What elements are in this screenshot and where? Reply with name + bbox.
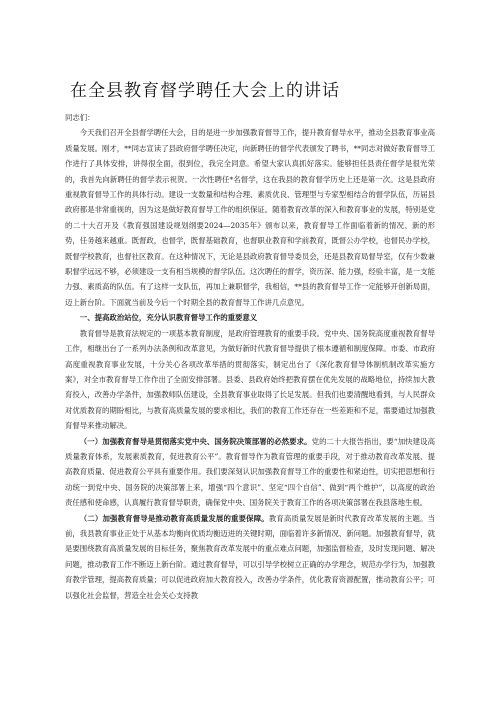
section-heading: 一、提高政治站位，充分认识教育督导工作的重要意义 xyxy=(79,313,258,323)
subsection-heading-1: （一）加强教育督导是贯彻落实党中央、国务院决策部署的必然要求。 xyxy=(79,436,312,446)
salutation: 同志们： xyxy=(65,113,95,122)
speech-body xyxy=(65,110,435,603)
subsection-paragraph-2 xyxy=(65,511,435,603)
section-paragraph: 教育督导是教育法规定的一项基本教育制度，是政府管理教育的重要手段。党中央、国务院高度重视教育督导工作，相继出台了一系列办法条例和改革意见，为做好新时代教育督导提供了根本遵循和制度保障。市委、市政府高度重视教育事业发展，十分关心各项改革举措的贯彻落实，制定出台了《深化教育督导体制机制改革实施方案》，对全市教育督导工作作出了全面安排部署。县委、县政府始终把教育摆在优先发展的战略地位，持续加大教育投入，改善办学条件，加强教师队伍建设，全县教育事业取得了长足发展。但我们也要清醒地看到，与人民群众对优质教育的期盼相比，与教育高质量发展的要求相比，我们的教育工作还存在一些差距和不足，需要通过加强教育督导来推动解决。 xyxy=(65,328,435,431)
subsection-heading-2: （二）加强教育督导是推动教育高质量发展的重要保障。 xyxy=(79,513,269,523)
subsection-text-1: 党的二十大报告指出，要“加快建设高质量教育体系，发展素质教育，促进教育公平”。教育督导作为教育管理的重要手段，对于推动教育改革发展、提高教育质量、促进教育公平具有重要作用。我们要深刻认识加强教育督导工作的重要性和紧迫性，切实把思想和行动统一到党中央、国务院的决策部署上来，增强“四个意识”、坚定“四个自信”、做到“两个维护”，以高度的政治责任感和使命感，认真履行教育督导职责，确保党中央、国务院关于教育工作的各项决策部署在我县落地生根。 xyxy=(65,436,436,508)
subsection-text-2: 教育高质量发展是新时代教育改革发展的主题。当前，我县教育事业正处于从基本均衡向优质均衡迈进的关键时期，面临着许多新情况、新问题。加强教育督导，就是要围绕教育高质量发展的目标任务，聚焦教育改革发展中的重点难点问题，加强监督检查，及时发现问题、解决问题，推动教育工作不断迈上新台阶。通过教育督导，可以引导学校树立正确的办学理念，规范办学行为，加强教育教学管理，提高教育质量；可以促进政府加大教育投入，改善办学条件，优化教育资源配置，推动教育公平；可以强化社会监督，营造全社会关心支持教 xyxy=(65,513,435,600)
subsection-paragraph-1 xyxy=(65,434,435,511)
intro-paragraph: 今天我们召开全县督学聘任大会，目的是进一步加强教育督导工作，提升教育督导水平，推动全县教育事业高质量发展。刚才，**同志宣读了县政府督学聘任决定，向新聘任的督学代表颁发了聘书，**同志对做好教育督导工作进行了具体安排，讲得很全面，很到位，我完全同意。希望大家认真抓好落实。能够担任县责任督学是很光荣的，我首先向新聘任的督学表示祝贺。一次性聘任*名督学，这在我县的教育督学历史上还是第一次。这是县政府重视教育督导工作的具体行动。建设一支数量和结构合理、素质优良、管理型与专家型相结合的督学队伍，历届县政府都是非常重视的，因为这是做好教育督导工作的组织保证。随着教育改革的深入和教育事业的发展，特别是党的二十大召开及《教育强国建设规划纲要2024—2035年》颁布以来，教育督导工作面临着新的情况、新的形势，任务越来越重。既督政，也督学，既督基础教育，也督职业教育和学前教育，既督公办学校，也督民办学校，既督学校教育，也督社区教育。在这种情况下，无论是县政府教育督导委员会，还是县教育局督导室，仅有少数兼职督学远远不够，必须建设一支有相当规模的督学队伍。这次聘任的督学，资历深、能力强，经验丰富，是一支能力强、素质高的队伍。有了这样一支队伍，再加上兼职督学，我相信，**县的教育督导工作一定能够开创新局面，迈上新台阶。下面就当前及今后一个时期全县的教育督导工作讲几点意见。 xyxy=(65,128,435,307)
speech-title: 在全县教育督学聘任大会上的讲话 xyxy=(70,81,340,101)
